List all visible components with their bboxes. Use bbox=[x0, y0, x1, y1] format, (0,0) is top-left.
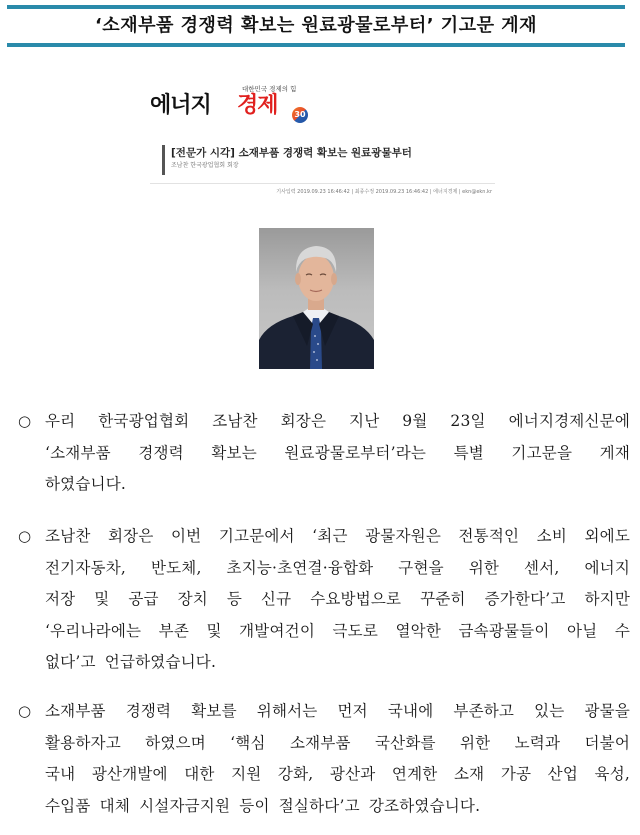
paragraph-line: 소재부품 경쟁력 확보를 위해서는 먼저 국내에 부존하고 있는 광물을 bbox=[45, 702, 630, 720]
paragraph-text bbox=[45, 521, 630, 679]
title-top-rule bbox=[7, 5, 625, 9]
paragraph-line: 저장 및 공급 장치 등 신규 수요방법으로 꾸준히 증가한다’고 하지만 bbox=[45, 590, 630, 608]
logo-name-red: 경제 bbox=[237, 93, 278, 118]
paragraph-line: ‘소재부품 경쟁력 확보는 원료광물로부터’라는 특별 기고문을 게재 bbox=[45, 443, 630, 462]
paragraph-3 bbox=[15, 696, 630, 822]
article-byline: 조남찬 한국광업협회 회장 bbox=[171, 162, 239, 169]
person-portrait-icon bbox=[259, 228, 374, 369]
logo-name-black: 에너지 bbox=[150, 93, 211, 118]
newspaper-clipping bbox=[140, 75, 500, 200]
paragraph-line: 우리 한국광업협회 조남찬 회장은 지난 9월 23일 에너지경제신문에 bbox=[45, 412, 630, 430]
paragraph-line: 하였습니다. bbox=[45, 475, 126, 493]
paragraph-2 bbox=[15, 521, 630, 679]
paragraph-line: 전기자동차, 반도체, 초지능·초연결·융합화 구현을 위한 센서, 에너지 bbox=[45, 558, 630, 577]
title-band bbox=[7, 5, 625, 46]
paragraph-line: 국내 광산개발에 대한 지원 강화, 광산과 연계한 소재 가공 산업 육성, bbox=[45, 765, 630, 783]
paragraph-line: 없다’고 언급하였습니다. bbox=[45, 653, 217, 671]
article-headline: [전문가 시각] 소재부품 경쟁력 확보는 원료광물부터 bbox=[171, 147, 412, 159]
bullet-icon: ○ bbox=[18, 527, 32, 545]
paragraph-line: 조남찬 회장은 이번 기고문에서 ‘최근 광물자원은 전통적인 소비 외에도 bbox=[45, 527, 630, 545]
paragraph-text bbox=[45, 406, 630, 501]
clipping-divider bbox=[150, 183, 495, 184]
portrait-photo bbox=[259, 228, 374, 369]
paragraph-line: 수입품 대체 시설자금지원 등이 절실하다’고 강조하였습니다. bbox=[45, 796, 481, 815]
paragraph-1 bbox=[15, 406, 630, 501]
anniversary-badge-icon: 30 bbox=[292, 107, 308, 123]
newspaper-logo bbox=[150, 81, 320, 121]
paragraph-text bbox=[45, 696, 630, 822]
article-meta: 기사입력 2019.09.23 16:46:42 | 최종수정 2019.09.23 16:46:42 | 에너지경제 | ekn@ekn.kr bbox=[276, 189, 492, 195]
paragraph-line: 활용하자고 하였으며 ‘핵심 소재부품 국산화를 위한 노력과 더불어 bbox=[45, 733, 630, 752]
logo-tagline: 대한민국 경제의 힘 bbox=[242, 85, 297, 93]
page-title: ‘소재부품 경쟁력 확보는 원료광물로부터’ 기고문 게재 bbox=[94, 15, 538, 36]
paragraph-line: ‘우리나라에는 부존 및 개발여건이 극도로 열악한 금속광물들이 아닐 수 bbox=[45, 621, 630, 640]
title-bottom-rule bbox=[7, 43, 625, 47]
bullet-icon: ○ bbox=[18, 702, 32, 720]
bullet-icon: ○ bbox=[18, 412, 32, 430]
article-headline-block bbox=[162, 145, 412, 175]
